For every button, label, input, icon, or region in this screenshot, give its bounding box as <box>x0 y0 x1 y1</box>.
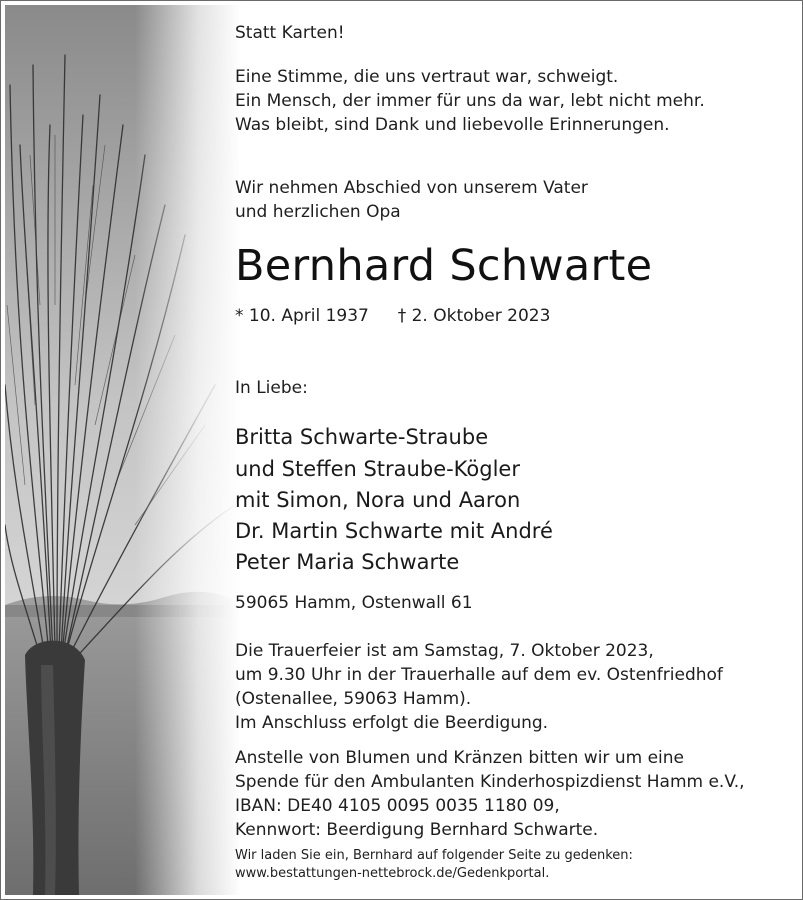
donation-line: Kennwort: Beerdigung Bernhard Schwarte. <box>235 820 599 840</box>
mourner-line: Peter Maria Schwarte <box>235 550 460 574</box>
mourner-line: Britta Schwarte-Straube <box>235 425 489 449</box>
donation-line: Anstelle von Blumen und Kränzen bitten wir um eine <box>235 748 684 768</box>
farewell-line: Wir nehmen Abschied von unserem Vater <box>235 178 588 198</box>
ceremony-line: Die Trauerfeier ist am Samstag, 7. Oktober 2023, <box>235 641 654 661</box>
poem-line: Was bleibt, sind Dank und liebevolle Erinnerungen. <box>235 115 670 135</box>
poem-line: Ein Mensch, der immer für uns da war, lebt nicht mehr. <box>235 91 705 111</box>
mourner-line: mit Simon, Nora und Aaron <box>235 488 521 512</box>
death-date: † 2. Oktober 2023 <box>397 306 551 326</box>
poem-line: Eine Stimme, die uns vertraut war, schweigt. <box>235 67 619 87</box>
deceased-name: Bernhard Schwarte <box>235 241 653 291</box>
donation-line: IBAN: DE40 4105 0095 0035 1180 09, <box>235 796 560 816</box>
birth-date: * 10. April 1937 <box>235 306 369 326</box>
mourner-line: Dr. Martin Schwarte mit André <box>235 519 553 543</box>
ceremony-line: (Ostenallee, 59063 Hamm). <box>235 689 472 709</box>
portal-url: www.bestattungen-nettebrock.de/Gedenkportal. <box>235 866 550 881</box>
farewell-line: und herzlichen Opa <box>235 202 401 222</box>
portal-invitation: Wir laden Sie ein, Bernhard auf folgender Seite zu gedenken: <box>235 848 633 863</box>
family-address: 59065 Hamm, Ostenwall 61 <box>235 593 473 613</box>
ceremony-line: Im Anschluss erfolgt die Beerdigung. <box>235 713 549 733</box>
opening-line: Statt Karten! <box>235 23 345 43</box>
life-dates <box>235 304 550 328</box>
ceremony-line: um 9.30 Uhr in der Trauerhalle auf dem ev. Ostenfriedhof <box>235 665 723 685</box>
willow-tree-photo <box>5 5 241 895</box>
in-love-label: In Liebe: <box>235 378 308 398</box>
mourner-line: und Steffen Straube-Kögler <box>235 457 520 481</box>
donation-line: Spende für den Ambulanten Kinderhospizdienst Hamm e.V., <box>235 772 745 792</box>
